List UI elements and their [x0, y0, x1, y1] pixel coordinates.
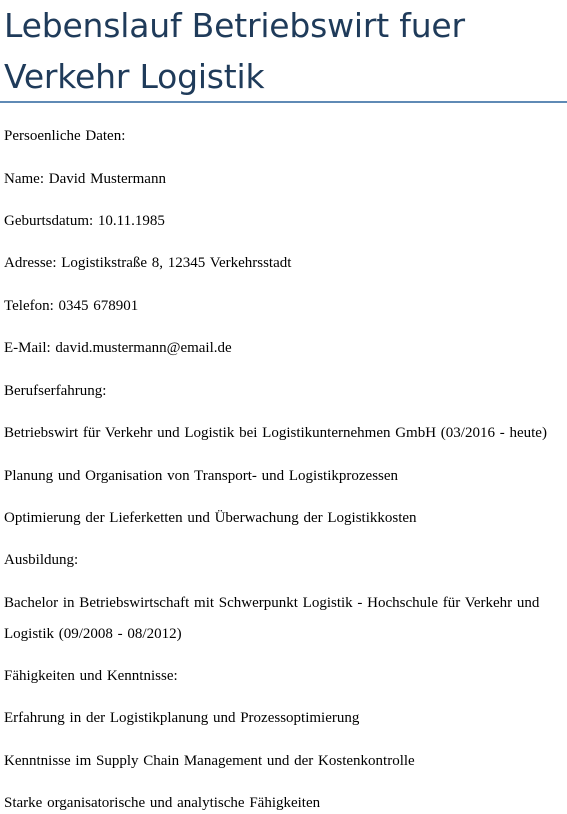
- personal-email: E-Mail: david.mustermann@email.de: [4, 340, 232, 356]
- personal-birthdate: Geburtsdatum: 10.11.1985: [4, 213, 165, 229]
- personal-address: Adresse: Logistikstraße 8, 12345 Verkehrsstadt: [4, 255, 292, 271]
- title-divider: [0, 101, 567, 103]
- personal-phone: Telefon: 0345 678901: [4, 298, 139, 314]
- education-degree-line-2: Logistik (09/2008 - 08/2012): [4, 626, 182, 642]
- section-heading-education: Ausbildung:: [4, 552, 79, 568]
- education-degree-line-1: Bachelor in Betriebswirtschaft mit Schwerpunkt Logistik - Hochschule für Verkehr und: [4, 595, 540, 611]
- skill-item-2: Kenntnisse im Supply Chain Management und der Kostenkontrolle: [4, 753, 415, 769]
- skill-item-3: Starke organisatorische und analytische Fähigkeiten: [4, 795, 321, 811]
- section-heading-personal-data: Persoenliche Daten:: [4, 128, 126, 144]
- experience-position: Betriebswirt für Verkehr und Logistik bei Logistikunternehmen GmbH (03/2016 - heute): [4, 425, 547, 441]
- section-heading-skills: Fähigkeiten und Kenntnisse:: [4, 668, 178, 684]
- skill-item-1: Erfahrung in der Logistikplanung und Prozessoptimierung: [4, 710, 360, 726]
- experience-task-1: Planung und Organisation von Transport- und Logistikprozessen: [4, 468, 399, 484]
- personal-name: Name: David Mustermann: [4, 171, 166, 187]
- section-heading-experience: Berufserfahrung:: [4, 383, 107, 399]
- experience-task-2: Optimierung der Lieferketten und Überwachung der Logistikkosten: [4, 510, 417, 526]
- document-title: Lebenslauf Betriebswirt fuer Verkehr Logistik: [4, 6, 465, 96]
